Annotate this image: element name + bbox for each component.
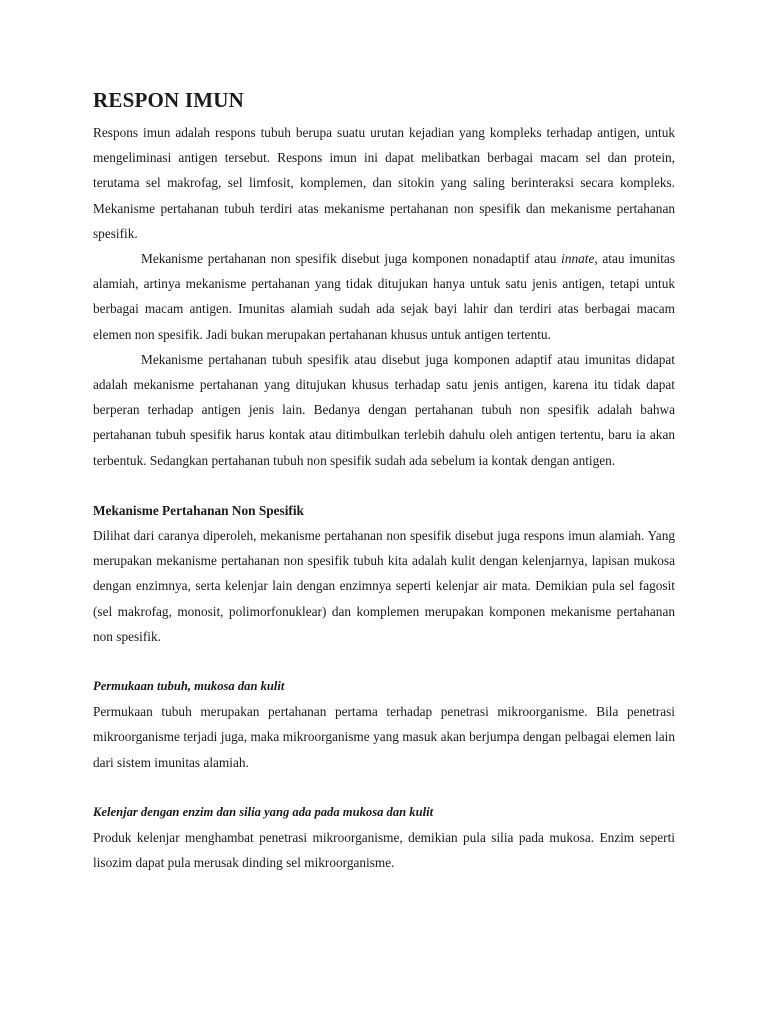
subsection-heading-permukaan: Permukaan tubuh, mukosa dan kulit	[93, 679, 285, 694]
intro-paragraph-2-end: , atau imunitas alamiah, artinya mekanisme pertahanan yang tidak ditujukan hanya untuk satu jenis antigen, tetapi untuk berbagai macam antigen. Imunitas alamiah sudah ada sejak bayi lahir dan terdiri atas berbagai macam elemen non spesifik. Jadi bukan merupakan pertahanan khusus untuk antigen tertentu.	[93, 251, 675, 342]
document-page	[93, 86, 675, 875]
intro-paragraph-3: Mekanisme pertahanan tubuh spesifik atau disebut juga komponen adaptif atau imunitas didapat adalah mekanisme pertahanan yang ditujukan khusus terhadap satu jenis antigen, karena itu tidak dapat berperan terhadap antigen jenis lain. Bedanya dengan pertahanan tubuh non spesifik adalah bahwa pertahanan tubuh spesifik harus kontak atau ditimbulkan terlebih dahulu oleh antigen tertentu, baru ia akan terbentuk. Sedangkan pertahanan tubuh non spesifik sudah ada sebelum ia kontak dengan antigen.	[93, 351, 675, 468]
subsection-heading-kelenjar: Kelenjar dengan enzim dan silia yang ada pada mukosa dan kulit	[93, 804, 434, 819]
spacer	[93, 649, 675, 674]
innate-term: innate	[561, 251, 595, 267]
spacer	[93, 473, 675, 498]
document-title: RESPON IMUN	[93, 88, 244, 112]
section-body-non-spesifik: Dilihat dari caranya diperoleh, mekanisme pertahanan non spesifik disebut juga respons imun alamiah. Yang merupakan mekanisme pertahanan non spesifik tubuh kita adalah kulit dengan kelenjarnya, lapisan mukosa dengan enzimnya, serta kelenjar lain dengan enzimnya seperti kelenjar air mata. Demikian pula sel fagosit (sel makrofag, monosit, polimorfonuklear) dan komplemen merupakan komponen mekanisme pertahanan non spesifik.	[93, 528, 675, 644]
intro-paragraph-1: Respons imun adalah respons tubuh berupa suatu urutan kejadian yang kompleks terhadap antigen, untuk mengeliminasi antigen tersebut. Respons imun ini dapat melibatkan berbagai macam sel dan protein, terutama sel makrofag, sel limfosit, komplemen, dan sitokin yang saling berinteraksi secara kompleks. Mekanisme pertahanan tubuh terdiri atas mekanisme pertahanan non spesifik dan mekanisme pertahanan spesifik.	[93, 125, 675, 241]
intro-paragraph-2-start: Mekanisme pertahanan non spesifik disebut juga komponen nonadaptif atau	[141, 251, 562, 267]
intro-paragraph-2	[93, 246, 675, 347]
spacer	[93, 775, 675, 800]
subsection-body-permukaan: Permukaan tubuh merupakan pertahanan pertama terhadap penetrasi mikroorganisme. Bila penetrasi mikroorganisme terjadi juga, maka mikroorganisme yang masuk akan berjumpa dengan pelbagai elemen lain dari sistem imunitas alamiah.	[93, 704, 675, 770]
subsection-body-kelenjar: Produk kelenjar menghambat penetrasi mikroorganisme, demikian pula silia pada mukosa. Enzim seperti lisozim dapat pula merusak dinding sel mikroorganisme.	[93, 830, 675, 871]
section-heading-non-spesifik: Mekanisme Pertahanan Non Spesifik	[93, 502, 304, 518]
